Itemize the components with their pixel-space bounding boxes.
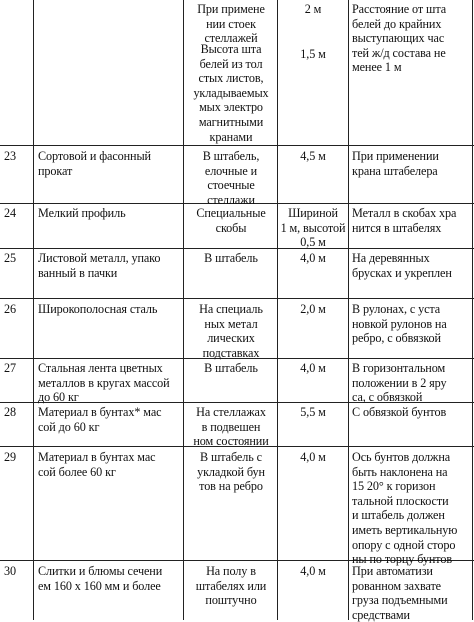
cell-method: При примене нии стоек стеллажей — [197, 2, 265, 46]
cell-method: Высота шта белей из тол стых листов, укладываемых мых электро магнитными кранами — [193, 42, 269, 144]
cell-method: В штабель с укладкой бун тов на ребро — [197, 450, 265, 494]
cell-note: При автоматизи рованном захвате груза подъемными средствами — [352, 564, 448, 622]
cell-note: В горизонтальном положении в 2 яру са, с обвязкой — [352, 361, 447, 405]
cell-number: 25 — [4, 251, 16, 265]
cell-distance: 4,0 м — [300, 450, 326, 464]
row-divider — [0, 145, 474, 146]
cell-distance: 1,5 м — [300, 47, 326, 61]
cell-method: В штабель, елочные и стоечные стеллажи — [202, 149, 260, 207]
cell-note: Ось бунтов должна быть наклонена на 15 20° к горизон тальной плоскости и штабель должен иметь вертикальную опору с одной сторо ны по торцу бунтов — [352, 450, 458, 567]
cell-distance: 2 м — [304, 2, 322, 16]
cell-material: Сортовой и фасонный прокат — [38, 149, 151, 178]
cell-note: В рулонах, с уста новкой рулонов на ребро, с обвязкой — [352, 302, 447, 346]
cell-note: Расстояние от шта белей до крайних выступающих час тей ж/д состава не менее 1 м — [352, 2, 447, 75]
cell-distance: 4,0 м — [300, 361, 326, 375]
row-divider — [0, 298, 474, 299]
cell-note: С обвязкой бунтов — [352, 405, 447, 419]
cell-method: На стеллажах в подвешен ном состоянии — [193, 405, 269, 449]
cell-number: 27 — [4, 361, 16, 375]
column-divider — [183, 0, 184, 620]
cell-distance: Шириной 1 м, высотой 0,5 м — [280, 206, 346, 250]
cell-number: 30 — [4, 564, 16, 578]
cell-method: В штабель — [204, 361, 258, 375]
cell-distance: 5,5 м — [300, 405, 326, 419]
cell-number: 28 — [4, 405, 16, 419]
cell-material: Листовой металл, упако ванный в пачки — [38, 251, 161, 280]
cell-number: 23 — [4, 149, 16, 163]
cell-material: Стальная лента цветных металлов в кругах массой до 60 кг — [38, 361, 170, 405]
cell-number: 24 — [4, 206, 16, 220]
cell-material: Материал в бунтах мас сой более 60 кг — [38, 450, 156, 479]
cell-material: Материал в бунтах* мас сой до 60 кг — [38, 405, 162, 434]
cell-note: На деревянных брусках и укреплен — [352, 251, 452, 280]
cell-distance: 4,0 м — [300, 251, 326, 265]
cell-number: 26 — [4, 302, 16, 316]
cell-method: Специальные скобы — [196, 206, 266, 235]
cell-method: На специаль ных метал лических подставках — [199, 302, 263, 360]
column-divider — [348, 0, 349, 620]
cell-method: В штабель — [204, 251, 258, 265]
cell-note: Металл в скобах хра нится в штабелях — [352, 206, 457, 235]
cell-material: Слитки и блюмы сечени ем 160 х 160 мм и более — [38, 564, 163, 593]
column-divider — [277, 0, 278, 620]
row-divider — [0, 248, 474, 249]
cell-method: На полу в штабелях или поштучно — [195, 564, 267, 608]
cell-note: При применении крана штабелера — [352, 149, 439, 178]
cell-number: 29 — [4, 450, 16, 464]
cell-distance: 4,5 м — [300, 149, 326, 163]
cell-distance: 2,0 м — [300, 302, 326, 316]
column-divider — [33, 0, 34, 620]
cell-material: Широкополосная сталь — [38, 302, 158, 316]
cell-material: Мелкий профиль — [38, 206, 126, 220]
cell-distance: 4,0 м — [300, 564, 326, 578]
